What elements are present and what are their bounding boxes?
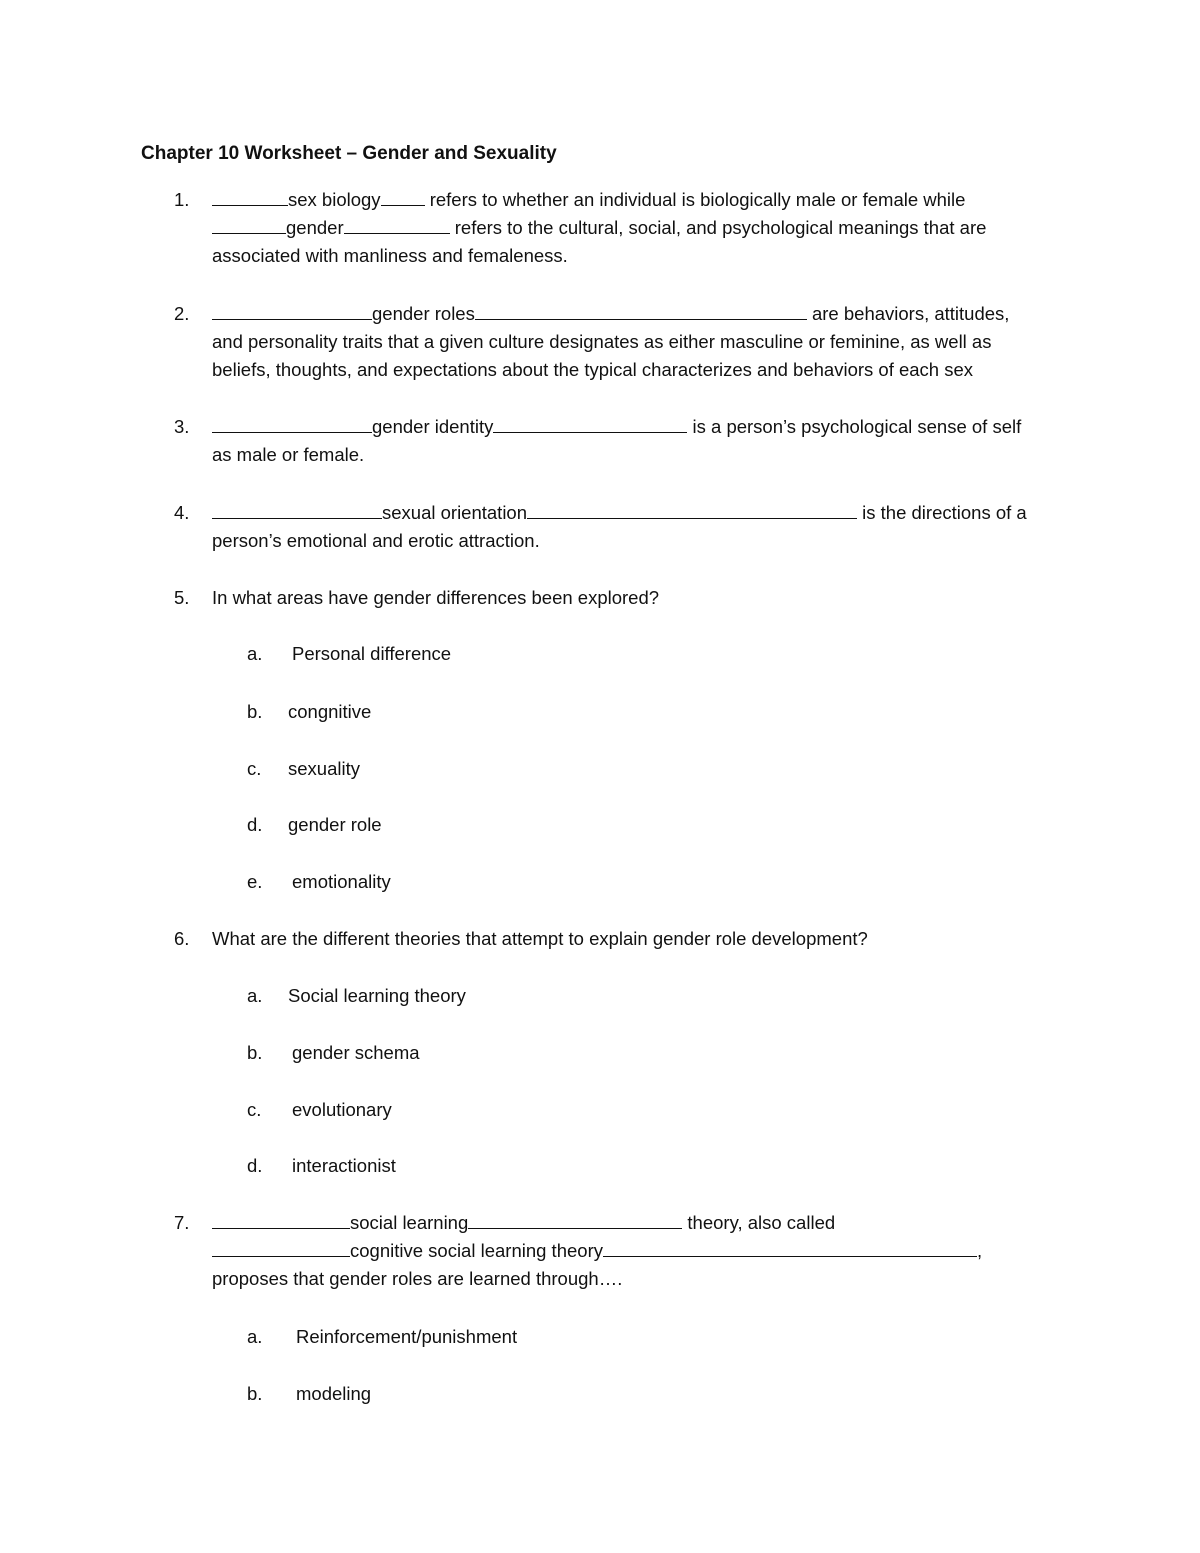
- list-item-letter: b.: [247, 1383, 263, 1404]
- question-2-line-3: beliefs, thoughts, and expectations about the typical characterizes and behaviors of each sex: [212, 359, 974, 380]
- list-item: Personal difference: [292, 643, 452, 664]
- answer-text: cognitive social learning theory: [350, 1240, 603, 1261]
- answer-text: gender: [286, 217, 344, 238]
- question-text: refers to the cultural, social, and psychological meanings that are: [449, 217, 987, 238]
- question-text: refers to whether an individual is biologically male or female while: [424, 189, 966, 210]
- question-1-line-3: associated with manliness and femaleness.: [212, 245, 568, 266]
- answer-blank: [468, 1209, 682, 1229]
- list-item-letter: d.: [247, 814, 263, 835]
- list-item: sexuality: [288, 758, 360, 779]
- answer-blank: [212, 1209, 350, 1229]
- answer-blank: [212, 300, 372, 320]
- answer-blank: [212, 413, 372, 433]
- answer-text: gender identity: [372, 416, 494, 437]
- list-item-letter: c.: [247, 1099, 262, 1120]
- answer-blank: [212, 214, 286, 234]
- list-item-letter: a.: [247, 985, 263, 1006]
- question-text: is the directions of a: [857, 502, 1027, 523]
- question-7-line-2: [212, 1237, 982, 1265]
- list-item-letter: b.: [247, 701, 263, 722]
- question-text: theory, also called: [682, 1212, 836, 1233]
- question-3-number: 3.: [174, 416, 190, 437]
- question-text: ,: [976, 1240, 983, 1261]
- answer-blank: [527, 499, 857, 519]
- answer-blank: [344, 214, 450, 234]
- question-7-line-3: proposes that gender roles are learned through….: [212, 1268, 623, 1289]
- list-item-letter: a.: [247, 1326, 263, 1347]
- answer-blank: [475, 300, 807, 320]
- list-item: emotionality: [292, 871, 391, 892]
- list-item: interactionist: [292, 1155, 396, 1176]
- question-6-number: 6.: [174, 928, 190, 949]
- question-1-line-1: [212, 186, 965, 214]
- page-title: Chapter 10 Worksheet – Gender and Sexuality: [141, 143, 557, 164]
- list-item: modeling: [296, 1383, 372, 1404]
- answer-blank: [212, 499, 382, 519]
- answer-text: gender roles: [372, 303, 475, 324]
- answer-blank: [603, 1237, 977, 1257]
- list-item-letter: c.: [247, 758, 262, 779]
- question-1-number: 1.: [174, 189, 190, 210]
- list-item: Social learning theory: [288, 985, 466, 1006]
- answer-text: social learning: [350, 1212, 469, 1233]
- question-4-line-1: [212, 499, 1027, 527]
- question-2-line-1: [212, 300, 1009, 328]
- answer-text: sex biology: [288, 189, 381, 210]
- question-6-text: What are the different theories that attempt to explain gender role development?: [212, 928, 868, 949]
- question-7-line-1: [212, 1209, 835, 1237]
- question-5-number: 5.: [174, 587, 190, 608]
- question-7-number: 7.: [174, 1212, 190, 1233]
- list-item-letter: a.: [247, 643, 263, 664]
- question-2-line-2: and personality traits that a given culture designates as either masculine or feminine, as well as: [212, 331, 992, 352]
- list-item: congnitive: [288, 701, 372, 722]
- question-4-line-2: person’s emotional and erotic attraction.: [212, 530, 540, 551]
- question-3-line-1: [212, 413, 1021, 441]
- question-text: are behaviors, attitudes,: [806, 303, 1010, 324]
- answer-blank: [381, 186, 425, 206]
- answer-blank: [212, 186, 288, 206]
- answer-text: sexual orientation: [382, 502, 528, 523]
- question-1-line-2: [212, 214, 986, 242]
- list-item: evolutionary: [292, 1099, 392, 1120]
- list-item-letter: b.: [247, 1042, 263, 1063]
- answer-blank: [212, 1237, 350, 1257]
- list-item: Reinforcement/punishment: [296, 1326, 518, 1347]
- list-item: gender schema: [292, 1042, 420, 1063]
- question-3-line-2: as male or female.: [212, 444, 365, 465]
- list-item-letter: d.: [247, 1155, 263, 1176]
- answer-blank: [493, 413, 687, 433]
- list-item: gender role: [288, 814, 382, 835]
- question-2-number: 2.: [174, 303, 190, 324]
- list-item-letter: e.: [247, 871, 263, 892]
- question-4-number: 4.: [174, 502, 190, 523]
- question-5-text: In what areas have gender differences been explored?: [212, 587, 660, 608]
- question-text: is a person’s psychological sense of self: [687, 416, 1022, 437]
